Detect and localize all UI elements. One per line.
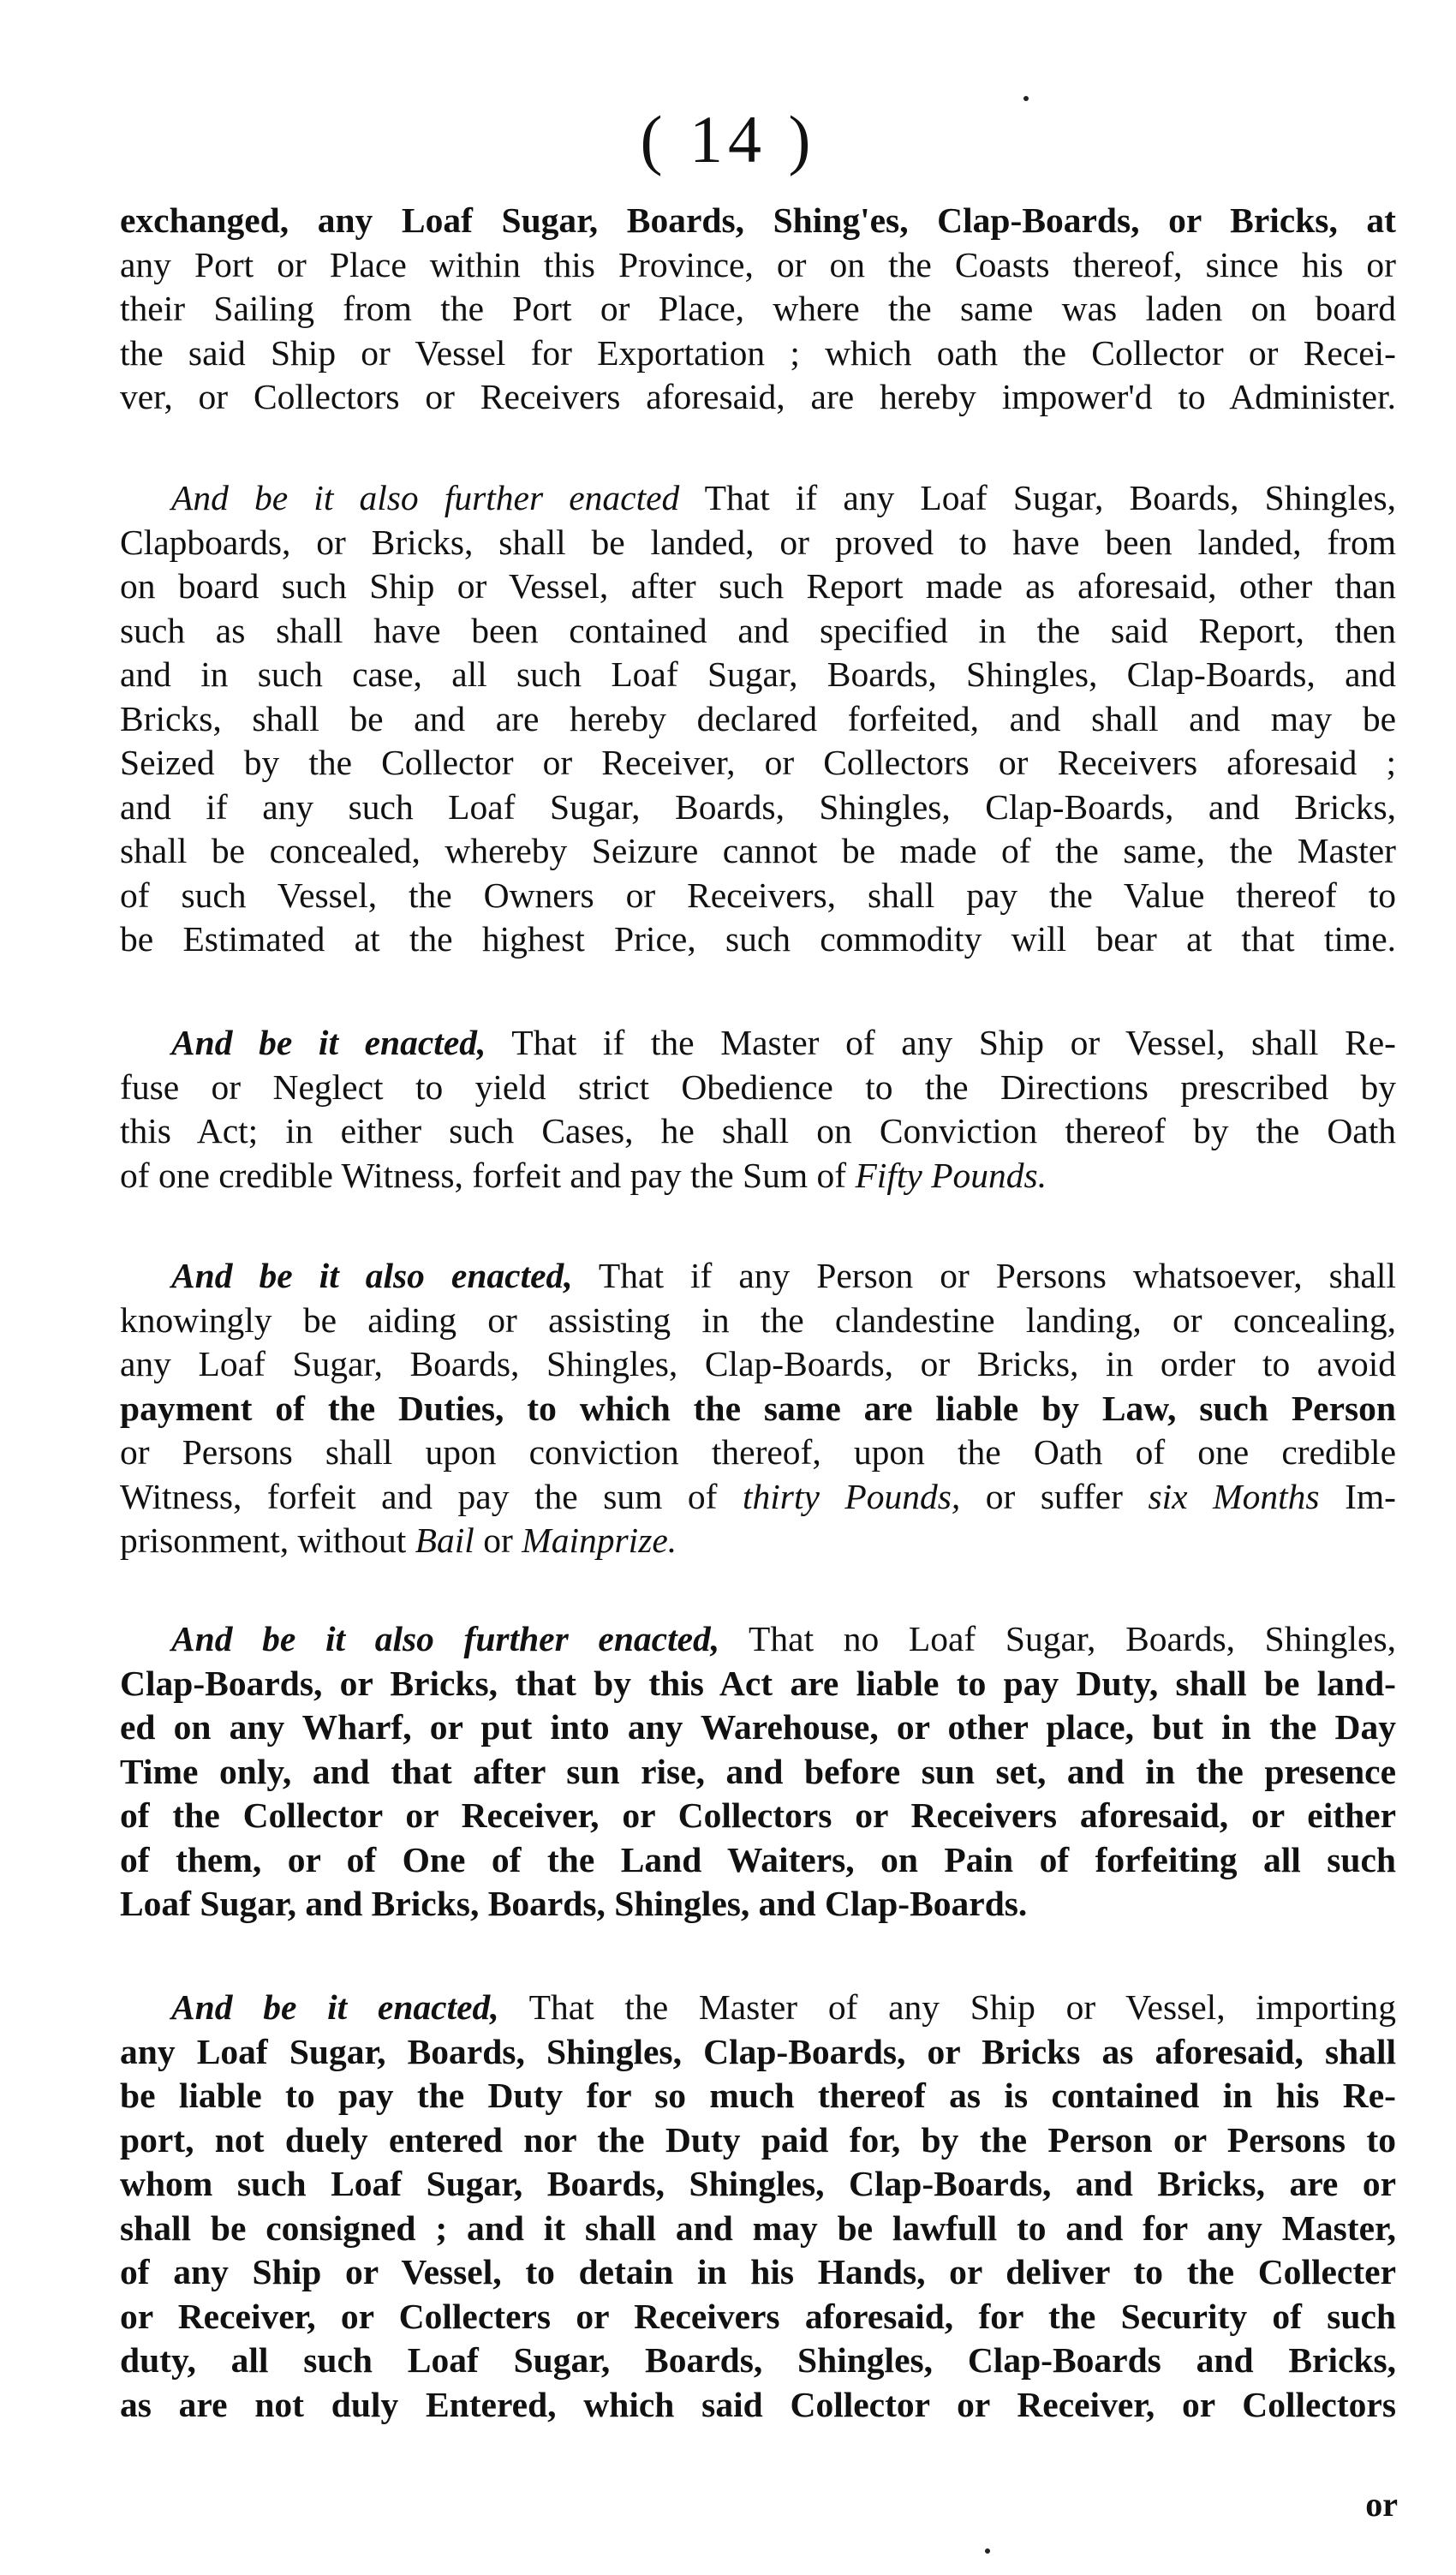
text-line: ed on any Wharf, or put into any Warehouse, or other place, but in the Day (120, 1707, 1396, 1747)
ink-speck (1023, 96, 1029, 101)
text-line: on board such Ship or Vessel, after such Report made as aforesaid, other than (120, 566, 1396, 606)
text-line: Clapboards, or Bricks, shall be landed, or proved to have been landed, from (120, 522, 1396, 562)
text-line (120, 1986, 1396, 2030)
text-line: any Port or Place within this Province, or on the Coasts thereof, since his or (120, 244, 1396, 284)
text-span: That the Master of any Ship or Vessel, importing (498, 1987, 1396, 2027)
text-line: ver, or Collectors or Receivers aforesaid, are hereby impower'd to Administer. (120, 377, 1396, 416)
text-line (120, 476, 1396, 521)
text-line: knowingly be aiding or assisting in the clandestine landing, or concealing, (120, 1299, 1396, 1340)
text-line: Seized by the Collector or Receiver, or Collectors or Receivers aforesaid ; (120, 743, 1396, 782)
paragraph-4 (120, 1254, 1396, 1563)
page-number: ( 14 ) (640, 102, 816, 176)
text-line: and in such case, all such Loaf Sugar, Boards, Shingles, Clap-Boards, and (120, 654, 1396, 694)
text-line (120, 1154, 1396, 1198)
paragraph-lead: And be it also further enacted (171, 478, 680, 517)
text-span: of one credible Witness, forfeit and pay the Sum of (120, 1155, 856, 1195)
paragraph-6 (120, 1986, 1396, 2427)
text-span: That if any Person or Persons whatsoever, shall (572, 1256, 1396, 1295)
text-line (120, 1254, 1396, 1299)
text-line (120, 1519, 1396, 1563)
text-span: That no Loaf Sugar, Boards, Shingles, (719, 1619, 1397, 1658)
sum-italic: Fifty Pounds. (855, 1155, 1047, 1195)
text-line: as are not duly Entered, which said Collector or Receiver, or Collectors (120, 2384, 1396, 2424)
text-line: and if any such Loaf Sugar, Boards, Shingles, Clap-Boards, and Bricks, (120, 786, 1396, 827)
text-line: shall be consigned ; and it shall and may be lawfull to and for any Master, (120, 2208, 1396, 2248)
paragraph-2 (120, 476, 1396, 962)
text-line: of the Collector or Receiver, or Collectors or Receivers aforesaid, or either (120, 1795, 1396, 1835)
paragraph-1 (120, 199, 1396, 420)
text-line: Clap-Boards, or Bricks, that by this Act are liable to pay Duty, shall be land- (120, 1663, 1396, 1703)
text-line: Loaf Sugar, and Bricks, Boards, Shingles, and Clap-Boards. (120, 1884, 1028, 1923)
text-line: of them, or of One of the Land Waiters, on Pain of forfeiting all such (120, 1839, 1396, 1879)
text-line: shall be concealed, whereby Seizure cannot be made of the same, the Master (120, 831, 1396, 870)
text-line: be Estimated at the highest Price, such commodity will bear at that time. (120, 919, 1396, 959)
text-line: whom such Loaf Sugar, Boards, Shingles, Clap-Boards, and Bricks, are or (120, 2164, 1396, 2203)
text-line: their Sailing from the Port or Place, where the same was laden on board (120, 289, 1396, 328)
paragraph-lead: And be it also enacted, (171, 1256, 573, 1295)
text-span: prisonment, without (120, 1521, 415, 1560)
text-line (120, 1021, 1396, 1066)
paragraph-lead: And be it enacted, (171, 1987, 499, 2027)
text-line: of any Ship or Vessel, to detain in his Hands, or deliver to the Collecter (120, 2252, 1396, 2291)
term-italic: Mainprize. (522, 1521, 677, 1560)
text-span: or suffer (960, 1476, 1149, 1516)
text-line: port, not duely entered nor the Duty paid for, by the Person or Persons to (120, 2119, 1396, 2160)
text-line: Time only, and that after sun rise, and before sun set, and in the presence (120, 1751, 1396, 1791)
text-line: or Receiver, or Collecters or Receivers aforesaid, for the Security of such (120, 2296, 1396, 2336)
text-span: That if any Loaf Sugar, Boards, Shingles, (679, 478, 1396, 517)
text-line: this Act; in either such Cases, he shall on Conviction thereof by the Oath (120, 1111, 1396, 1150)
text-line: fuse or Neglect to yield strict Obedience to the Directions prescribed by (120, 1066, 1396, 1107)
text-span: Im- (1319, 1476, 1396, 1516)
paragraph-lead: And be it also further enacted, (171, 1619, 720, 1658)
text-span: Witness, forfeit and pay the sum of (120, 1476, 743, 1516)
text-line: or Persons shall upon conviction thereof, upon the Oath of one credible (120, 1432, 1396, 1472)
text-line: any Loaf Sugar, Boards, Shingles, Clap-Boards, or Bricks as aforesaid, shall (120, 2031, 1396, 2071)
text-line: Bricks, shall be and are hereby declared forfeited, and shall and may be (120, 698, 1396, 738)
text-line (120, 1617, 1396, 1662)
text-line: exchanged, any Loaf Sugar, Boards, Shing'es, Clap-Boards, or Bricks, at (120, 200, 1396, 240)
paragraph-3 (120, 1021, 1396, 1198)
ink-speck (985, 2548, 990, 2554)
text-line: any Loaf Sugar, Boards, Shingles, Clap-Boards, or Bricks, in order to avoid (120, 1344, 1396, 1383)
text-line: of such Vessel, the Owners or Receivers, shall pay the Value thereof to (120, 875, 1396, 915)
paragraph-lead: And be it enacted, (171, 1023, 486, 1062)
sum-italic: thirty Pounds, (742, 1476, 961, 1516)
text-line (120, 1475, 1396, 1520)
text-line: the said Ship or Vessel for Exportation ; which oath the Collector or Recei- (120, 332, 1396, 373)
text-line: duty, all such Loaf Sugar, Boards, Shingles, Clap-Boards and Bricks, (120, 2340, 1396, 2380)
text-span: or (474, 1521, 522, 1560)
text-line: be liable to pay the Duty for so much thereof as is contained in his Re- (120, 2076, 1396, 2115)
paragraph-5 (120, 1617, 1396, 1927)
text-line: payment of the Duties, to which the same are liable by Law, such Person (120, 1388, 1396, 1428)
term-italic: Bail (415, 1521, 474, 1560)
term-italic: six Months (1148, 1476, 1320, 1516)
text-line: such as shall have been contained and specified in the said Report, then (120, 610, 1396, 650)
text-span: That if the Master of any Ship or Vessel, shall Re- (486, 1023, 1396, 1062)
catchword: or (1365, 2485, 1398, 2524)
